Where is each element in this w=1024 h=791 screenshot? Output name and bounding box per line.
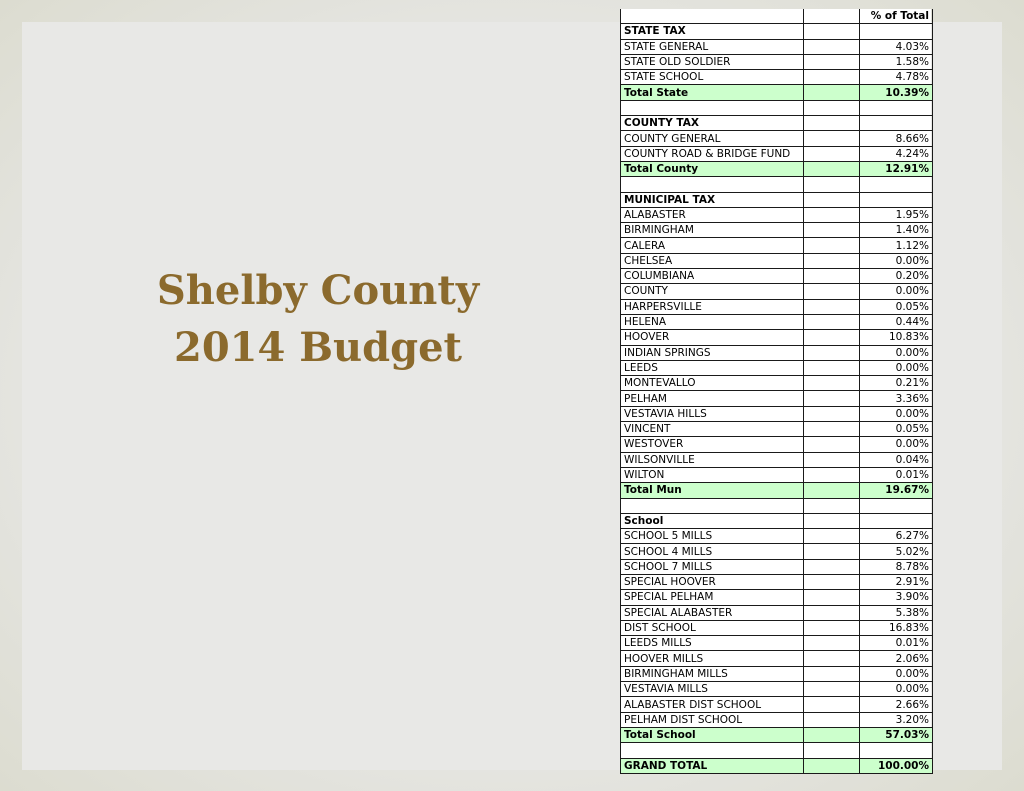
total-row (621, 727, 933, 742)
row-blank-cell (804, 284, 860, 299)
row-label: MONTEVALLO (621, 376, 804, 391)
row-percent: 10.83% (860, 330, 933, 345)
row-blank-cell (804, 192, 860, 207)
table-row (621, 330, 933, 345)
row-blank-cell (804, 100, 860, 115)
row-percent (860, 498, 933, 513)
row-percent: 1.12% (860, 238, 933, 253)
row-blank-cell (804, 513, 860, 528)
row-blank-cell (804, 727, 860, 742)
row-blank-cell (804, 131, 860, 146)
row-label: ALABASTER DIST SCHOOL (621, 697, 804, 712)
row-percent: 0.20% (860, 269, 933, 284)
row-percent: 1.95% (860, 207, 933, 222)
table-row (621, 238, 933, 253)
row-blank-cell (804, 422, 860, 437)
row-blank-cell (804, 24, 860, 39)
row-label: COUNTY ROAD & BRIDGE FUND (621, 146, 804, 161)
row-percent: 4.78% (860, 70, 933, 85)
row-blank-cell (804, 743, 860, 758)
table-row (621, 314, 933, 329)
row-percent: 57.03% (860, 727, 933, 742)
table-row (621, 406, 933, 421)
row-percent: 0.21% (860, 376, 933, 391)
section-header-row (621, 24, 933, 39)
table-row (621, 39, 933, 54)
row-blank-cell (804, 605, 860, 620)
table-row (621, 284, 933, 299)
row-percent: 0.00% (860, 682, 933, 697)
row-blank-cell (804, 682, 860, 697)
row-percent (860, 513, 933, 528)
row-label: WESTOVER (621, 437, 804, 452)
row-percent: 10.39% (860, 85, 933, 100)
row-label: CALERA (621, 238, 804, 253)
row-percent: 8.66% (860, 131, 933, 146)
row-label: SCHOOL 7 MILLS (621, 559, 804, 574)
row-percent: 0.00% (860, 666, 933, 681)
row-label: GRAND TOTAL (621, 758, 804, 773)
row-percent (860, 116, 933, 131)
row-percent: 2.66% (860, 697, 933, 712)
row-blank-cell (804, 452, 860, 467)
row-percent: 3.90% (860, 590, 933, 605)
table-row (621, 605, 933, 620)
row-percent: 1.40% (860, 223, 933, 238)
row-blank-cell (804, 712, 860, 727)
row-blank-cell (804, 269, 860, 284)
row-label: Total State (621, 85, 804, 100)
spacer-row (621, 498, 933, 513)
row-percent: 0.01% (860, 636, 933, 651)
total-row (621, 483, 933, 498)
row-blank-cell (804, 544, 860, 559)
row-label: BIRMINGHAM MILLS (621, 666, 804, 681)
row-blank-cell (804, 116, 860, 131)
table-row (621, 376, 933, 391)
slide-title (150, 262, 486, 376)
row-label: STATE SCHOOL (621, 70, 804, 85)
row-blank-cell (804, 697, 860, 712)
row-percent: 16.83% (860, 620, 933, 635)
row-blank-cell (804, 238, 860, 253)
row-percent (860, 24, 933, 39)
row-label (621, 498, 804, 513)
row-label: WILTON (621, 467, 804, 482)
row-blank-cell (804, 406, 860, 421)
row-label: INDIAN SPRINGS (621, 345, 804, 360)
row-label: MUNICIPAL TAX (621, 192, 804, 207)
row-label: CHELSEA (621, 253, 804, 268)
row-label: HELENA (621, 314, 804, 329)
title-line-2: 2014 Budget (173, 324, 462, 371)
row-label: BIRMINGHAM (621, 223, 804, 238)
table-row (621, 253, 933, 268)
table-row (621, 574, 933, 589)
row-blank-cell (804, 590, 860, 605)
row-percent: 0.44% (860, 314, 933, 329)
row-label: COUNTY GENERAL (621, 131, 804, 146)
row-label: ALABASTER (621, 207, 804, 222)
row-blank-cell (804, 360, 860, 375)
row-label: SCHOOL 4 MILLS (621, 544, 804, 559)
row-blank-cell (804, 223, 860, 238)
row-label: HOOVER (621, 330, 804, 345)
row-percent: 0.00% (860, 284, 933, 299)
total-row (621, 161, 933, 176)
row-blank-cell (804, 391, 860, 406)
row-blank-cell (804, 253, 860, 268)
header-cell-label (621, 9, 804, 24)
row-blank-cell (804, 39, 860, 54)
row-percent: 0.00% (860, 345, 933, 360)
table-row (621, 712, 933, 727)
row-blank-cell (804, 299, 860, 314)
row-blank-cell (804, 529, 860, 544)
row-blank-cell (804, 636, 860, 651)
row-blank-cell (804, 85, 860, 100)
total-row (621, 758, 933, 773)
row-label: COUNTY (621, 284, 804, 299)
table-row (621, 54, 933, 69)
row-percent (860, 192, 933, 207)
row-percent: 3.36% (860, 391, 933, 406)
row-blank-cell (804, 314, 860, 329)
row-label: PELHAM DIST SCHOOL (621, 712, 804, 727)
row-label: Total County (621, 161, 804, 176)
table-row (621, 544, 933, 559)
table-row (621, 391, 933, 406)
row-blank-cell (804, 330, 860, 345)
row-percent: 0.00% (860, 437, 933, 452)
row-label: VESTAVIA MILLS (621, 682, 804, 697)
row-blank-cell (804, 758, 860, 773)
row-label: Total School (621, 727, 804, 742)
row-percent: 4.03% (860, 39, 933, 54)
spacer-row (621, 100, 933, 115)
table-row (621, 651, 933, 666)
row-percent: 12.91% (860, 161, 933, 176)
row-label (621, 743, 804, 758)
row-blank-cell (804, 345, 860, 360)
row-blank-cell (804, 498, 860, 513)
row-label: HARPERSVILLE (621, 299, 804, 314)
row-label: STATE GENERAL (621, 39, 804, 54)
row-percent: 4.24% (860, 146, 933, 161)
spacer-row (621, 743, 933, 758)
row-label: SCHOOL 5 MILLS (621, 529, 804, 544)
table-row (621, 452, 933, 467)
row-label: LEEDS MILLS (621, 636, 804, 651)
row-blank-cell (804, 574, 860, 589)
row-label: VESTAVIA HILLS (621, 406, 804, 421)
table-row (621, 207, 933, 222)
table-row (621, 299, 933, 314)
table-row (621, 590, 933, 605)
table-row (621, 131, 933, 146)
table-row (621, 559, 933, 574)
row-blank-cell (804, 467, 860, 482)
row-percent (860, 177, 933, 192)
table-row (621, 437, 933, 452)
budget-table-container (620, 9, 931, 774)
row-label: Total Mun (621, 483, 804, 498)
section-header-row (621, 192, 933, 207)
budget-table (620, 9, 933, 774)
total-row (621, 85, 933, 100)
row-percent: 0.05% (860, 299, 933, 314)
row-blank-cell (804, 146, 860, 161)
row-percent (860, 743, 933, 758)
row-label: PELHAM (621, 391, 804, 406)
row-percent: 6.27% (860, 529, 933, 544)
row-percent: 0.00% (860, 406, 933, 421)
row-percent: 0.00% (860, 360, 933, 375)
row-percent: 0.00% (860, 253, 933, 268)
table-row (621, 666, 933, 681)
row-percent: 8.78% (860, 559, 933, 574)
row-label: DIST SCHOOL (621, 620, 804, 635)
header-cell-blank (804, 9, 860, 24)
row-label: COUNTY TAX (621, 116, 804, 131)
row-label: VINCENT (621, 422, 804, 437)
table-row (621, 146, 933, 161)
table-row (621, 636, 933, 651)
row-percent (860, 100, 933, 115)
table-row (621, 620, 933, 635)
row-label: LEEDS (621, 360, 804, 375)
row-label (621, 177, 804, 192)
row-label: WILSONVILLE (621, 452, 804, 467)
row-percent: 2.91% (860, 574, 933, 589)
row-percent: 0.01% (860, 467, 933, 482)
row-blank-cell (804, 666, 860, 681)
row-label: STATE OLD SOLDIER (621, 54, 804, 69)
row-blank-cell (804, 559, 860, 574)
row-percent: 0.05% (860, 422, 933, 437)
row-blank-cell (804, 70, 860, 85)
row-percent: 1.58% (860, 54, 933, 69)
row-label: SPECIAL ALABASTER (621, 605, 804, 620)
row-percent: 100.00% (860, 758, 933, 773)
section-header-row (621, 513, 933, 528)
row-blank-cell (804, 483, 860, 498)
table-row (621, 422, 933, 437)
row-blank-cell (804, 620, 860, 635)
header-cell-percent: % of Total (860, 9, 933, 24)
row-percent: 0.04% (860, 452, 933, 467)
row-blank-cell (804, 161, 860, 176)
table-row (621, 70, 933, 85)
row-blank-cell (804, 651, 860, 666)
row-blank-cell (804, 207, 860, 222)
row-percent: 3.20% (860, 712, 933, 727)
section-header-row (621, 116, 933, 131)
row-blank-cell (804, 177, 860, 192)
row-label: School (621, 513, 804, 528)
title-line-1: Shelby County (156, 267, 480, 314)
row-blank-cell (804, 376, 860, 391)
table-row (621, 467, 933, 482)
spacer-row (621, 177, 933, 192)
table-row (621, 269, 933, 284)
row-percent: 5.02% (860, 544, 933, 559)
row-percent: 2.06% (860, 651, 933, 666)
row-label: COLUMBIANA (621, 269, 804, 284)
table-header-row (621, 9, 933, 24)
row-label: STATE TAX (621, 24, 804, 39)
table-row (621, 360, 933, 375)
row-blank-cell (804, 54, 860, 69)
row-label: SPECIAL PELHAM (621, 590, 804, 605)
table-row (621, 682, 933, 697)
table-row (621, 529, 933, 544)
row-label: HOOVER MILLS (621, 651, 804, 666)
row-label: SPECIAL HOOVER (621, 574, 804, 589)
table-row (621, 697, 933, 712)
row-label (621, 100, 804, 115)
table-row (621, 345, 933, 360)
table-row (621, 223, 933, 238)
row-percent: 19.67% (860, 483, 933, 498)
row-percent: 5.38% (860, 605, 933, 620)
row-blank-cell (804, 437, 860, 452)
